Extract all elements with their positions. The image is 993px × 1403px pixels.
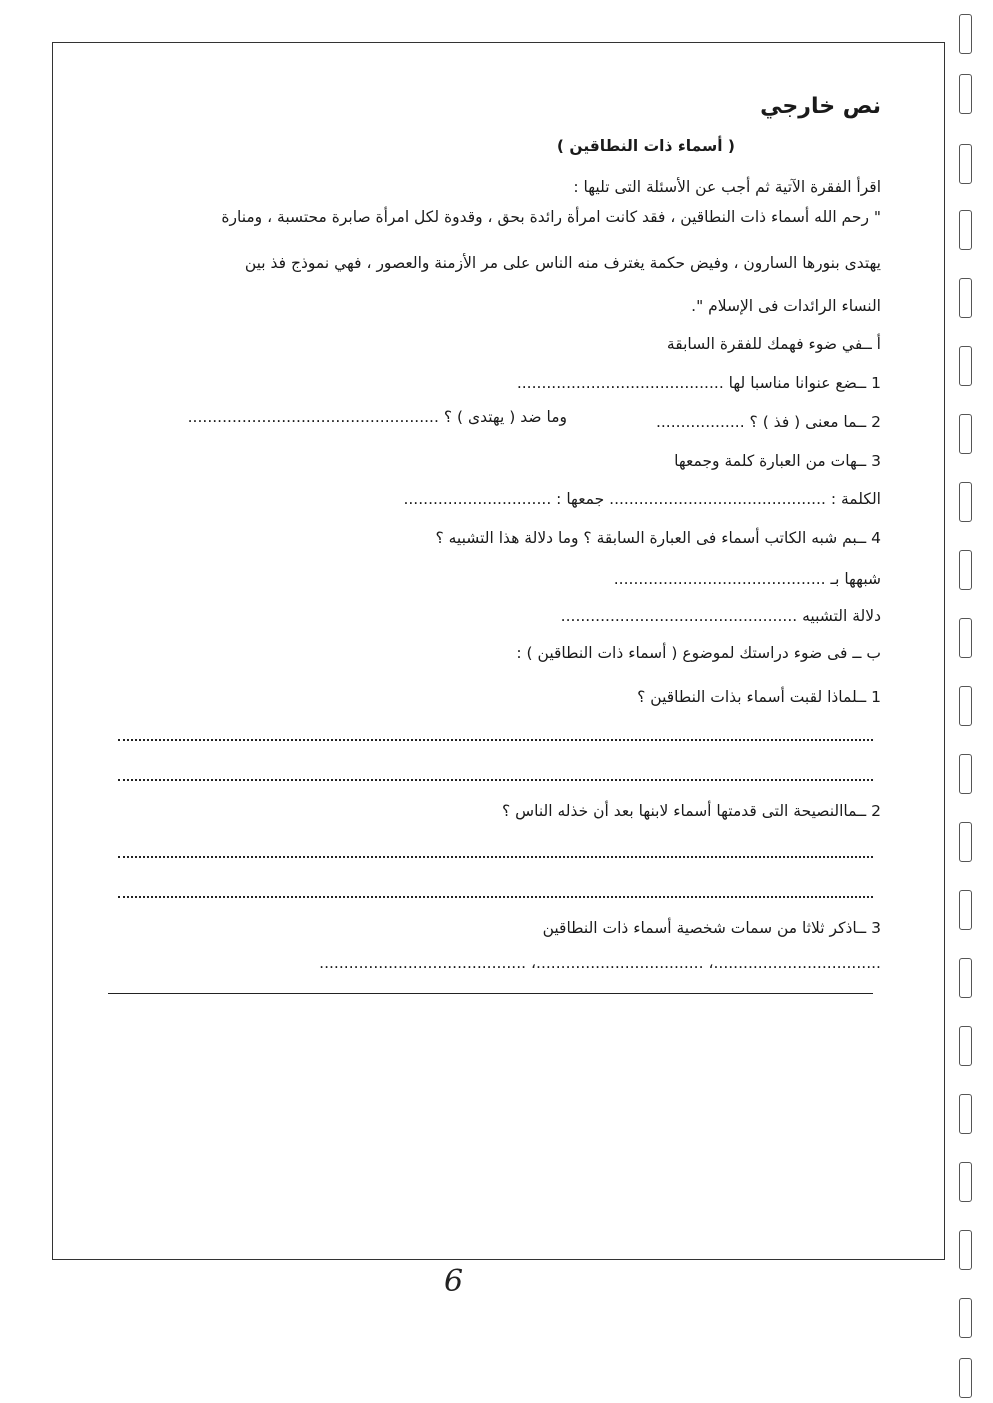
binding-ring: [959, 346, 972, 386]
section-b-heading: ب ــ فى ضوء دراستك لموضوع ( أسماء ذات النطاقين ) :: [516, 644, 881, 662]
binding-ring: [959, 1026, 972, 1066]
answer-line: [118, 776, 873, 781]
binding-ring: [959, 1298, 972, 1338]
binding-ring: [959, 1358, 972, 1398]
question-b3-answer: ..................................، ..................................، ..........................................: [319, 954, 881, 972]
question-a1: 1 ــضع عنوانا مناسبا لها ..........................................: [516, 374, 881, 392]
answer-line: [118, 893, 873, 898]
passage-line-3: النساء الرائدات فى الإسلام ".: [691, 297, 881, 315]
answer-line: [118, 853, 873, 858]
binding-ring: [959, 1094, 972, 1134]
binding-ring: [959, 1162, 972, 1202]
binding-ring: [959, 74, 972, 114]
binding-ring: [959, 822, 972, 862]
question-a3-answer: الكلمة : ............................................ جمعها : ..............................: [403, 490, 881, 508]
spiral-binding: [955, 0, 985, 1403]
binding-ring: [959, 414, 972, 454]
page-number: 6: [444, 1264, 464, 1299]
binding-ring: [959, 618, 972, 658]
question-a4-meaning-answer: دلالة التشبيه ................................................: [560, 607, 881, 625]
binding-ring: [959, 890, 972, 930]
question-a2-meaning: 2 ــما معنى ( فذ ) ؟ ..................: [655, 413, 881, 431]
binding-ring: [959, 278, 972, 318]
binding-ring: [959, 686, 972, 726]
binding-ring: [959, 958, 972, 998]
instruction-text: اقرأ الفقرة الآتية ثم أجب عن الأسئلة التى تليها :: [573, 178, 881, 196]
passage-line-2: يهتدى بنورها السارون ، وفيض حكمة يغترف منه الناس على مر الأزمنة والعصور ، فهي نموذج فذ بين: [244, 254, 881, 272]
question-a4: 4 ــبم شبه الكاتب أسماء فى العبارة السابقة ؟ وما دلالة هذا التشبيه ؟: [435, 529, 881, 547]
question-a3: 3 ــهات من العبارة كلمة وجمعها: [674, 452, 881, 470]
section-divider: [108, 993, 873, 994]
section-a-heading: أ ــفي ضوء فهمك للفقرة السابقة: [666, 335, 881, 353]
lesson-subtitle: ( أسماء ذات النطاقين ): [556, 137, 735, 155]
question-b2: 2 ــماالنصيحة التى قدمتها أسماء لابنها بعد أن خذله الناس ؟: [502, 802, 881, 820]
page-title: نص خارجي: [760, 94, 881, 119]
question-a2-opposite: وما ضد ( يهتدى ) ؟ ...................................................: [187, 408, 567, 426]
binding-ring: [959, 210, 972, 250]
question-b3: 3 ــاذكر ثلاثا من سمات شخصية أسماء ذات النطاقين: [542, 919, 881, 937]
binding-ring: [959, 1230, 972, 1270]
binding-ring: [959, 482, 972, 522]
question-b1: 1 ــلماذا لقبت أسماء بذات النطاقين ؟: [637, 688, 881, 706]
passage-line-1: " رحم الله أسماء ذات النطاقين ، فقد كانت امرأة رائدة بحق ، وقدوة لكل امرأة صابرة محتسبة ، ومنارة: [221, 208, 881, 226]
answer-line: [118, 736, 873, 741]
binding-ring: [959, 550, 972, 590]
binding-ring: [959, 14, 972, 54]
binding-ring: [959, 144, 972, 184]
binding-ring: [959, 754, 972, 794]
question-a4-simile-answer: شبهها بـ ...........................................: [613, 570, 881, 588]
